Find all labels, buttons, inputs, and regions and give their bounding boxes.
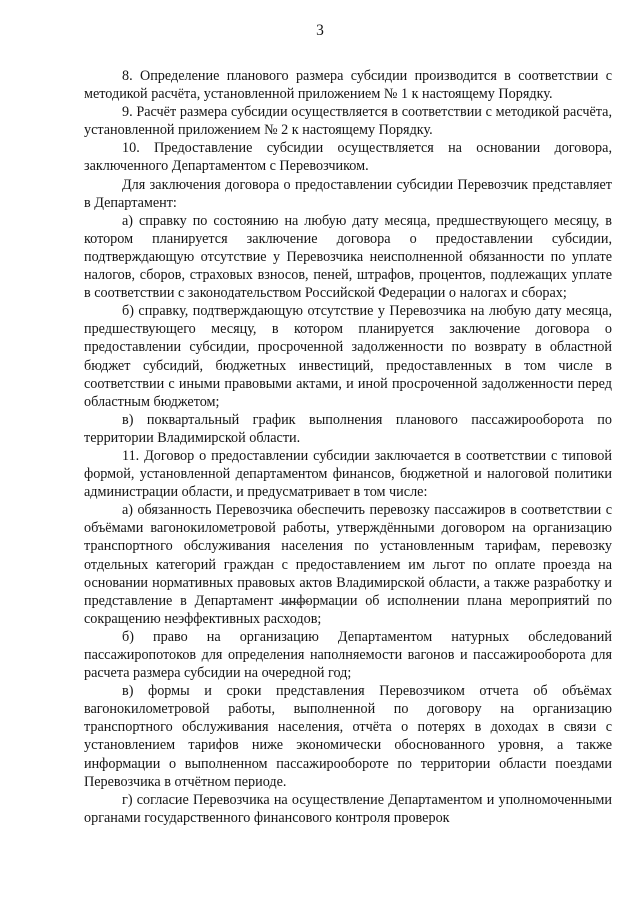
paragraph-9: 9. Расчёт размера субсидии осуществляется в соответствии с методикой расчёта, установленной приложением № 2 к настоящему Порядку. <box>84 104 612 139</box>
struck-through-text: инф <box>281 592 306 609</box>
paragraph-10-a: а) справку по состоянию на любую дату месяца, предшествующего месяцу, в котором планируется заключение договора о предоставлении субсидии, подтверждающую отсутствие у Перевозчика неисполненной обязанности по уплате налогов, сборов, страховых взносов, пеней, штрафов, процентов, подлежащих уплате в соответствии с законодательством Российской Федерации о налогах и сборах; <box>84 212 612 302</box>
paragraph-11-a-text-end: ормации об исполнении плана мероприятий по сокращению неэффективных расходов; <box>84 592 612 627</box>
paragraph-8: 8. Определение планового размера субсидии производится в соответствии с методикой расчёта, установленной приложением № 1 к настоящему Порядку. <box>84 68 612 103</box>
paragraph-11-g: г) согласие Перевозчика на осуществление Департаментом и уполномоченными органами государственного финансового контроля проверок <box>84 791 612 826</box>
paragraph-11-v: в) формы и сроки представления Перевозчиком отчета об объёмах вагонокилометровой работы, выполненной по договору на организацию транспортного обслуживания населения, отчёта о потерях в доходах в связи с установлением тарифов ниже экономически обоснованного уровня, а также информации о выполненном пассажирообороте по территории области поездами Перевозчика в отчётном периоде. <box>84 683 612 790</box>
document-body <box>84 67 612 827</box>
paragraph-contract-documents: Для заключения договора о предоставлении субсидии Перевозчик представляет в Департамент: <box>84 176 612 211</box>
paragraph-11-a <box>84 501 612 628</box>
paragraph-11: 11. Договор о предоставлении субсидии заключается в соответствии с типовой формой, установленной департаментом финансов, бюджетной и налоговой политики администрации области, и предусматривает в том числе: <box>84 447 612 501</box>
paragraph-11-b: б) право на организацию Департаментом натурных обследований пассажиропотоков для определения наполняемости вагонов и пассажирооборота для расчета размера субсидии на очередной год; <box>84 628 612 682</box>
paragraph-11-a-text-start: а) обязанность Перевозчика обеспечить перевозку пассажиров в соответствии с объёмами вагонокилометровой работы, утверждёнными договором на организацию транспортного обслуживания населения по установленным тарифам, перевозку отдельных категорий граждан с предоставлением им льгот по оплате проезда на основании нормативных правовых актов Владимирской области, а также разработку и представление в Департамент <box>84 502 612 609</box>
paragraph-10: 10. Предоставление субсидии осуществляется на основании договора, заключенного Департаментом с Перевозчиком. <box>84 140 612 175</box>
paragraph-10-b: б) справку, подтверждающую отсутствие у Перевозчика на любую дату месяца, предшествующего месяцу, в котором планируется заключение договора о предоставлении субсидии, просроченной задолженности по возврату в областной бюджет субсидий, бюджетных инвестиций, предоставленных в том числе в соответствии с иными правовыми актами, и иной просроченной задолженности перед областным бюджетом; <box>84 303 612 410</box>
page-number: 3 <box>316 22 324 39</box>
paragraph-10-v: в) поквартальный график выполнения планового пассажирооборота по территории Владимирской области. <box>84 411 612 446</box>
